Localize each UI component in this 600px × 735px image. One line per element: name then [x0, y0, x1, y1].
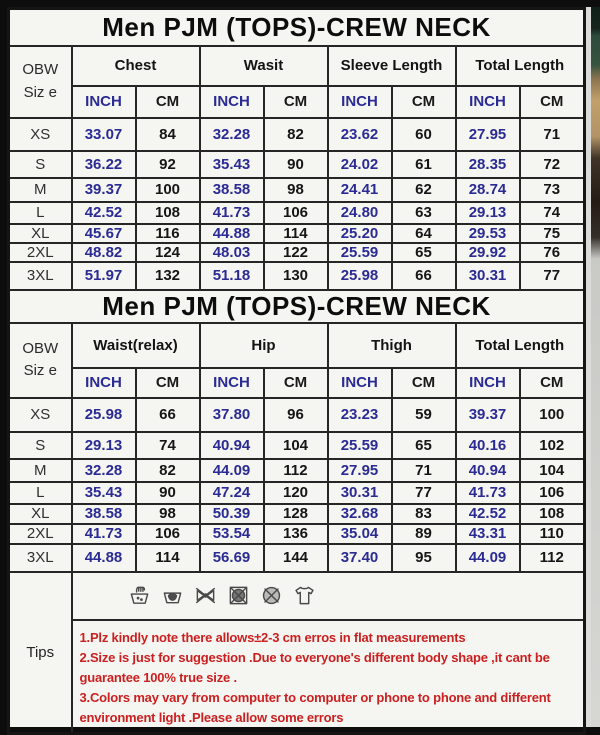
inch-value: 23.62 — [328, 118, 392, 151]
cm-value: 106 — [264, 202, 328, 224]
tip-line: 1.Plz kindly note there allows±2-3 cm erros in flat measurements — [79, 629, 466, 645]
inch-value: 24.80 — [328, 202, 392, 224]
cm-value: 71 — [392, 459, 456, 482]
inch-value: 27.95 — [328, 459, 392, 482]
size-label: S — [9, 151, 72, 178]
do-not-wring-icon — [194, 584, 217, 607]
size-label: 3XL — [9, 544, 72, 572]
inch-value: 44.88 — [72, 544, 136, 572]
inch-value: 25.59 — [328, 243, 392, 262]
cm-value: 106 — [520, 482, 585, 504]
inch-value: 42.52 — [456, 504, 520, 524]
cm-value: 132 — [136, 262, 200, 290]
inch-value: 33.07 — [72, 118, 136, 151]
inch-value: 47.24 — [200, 482, 264, 504]
cm-value: 144 — [264, 544, 328, 572]
unit-header-cm: CM — [264, 368, 328, 398]
cm-value: 89 — [392, 524, 456, 544]
photo-background-strip — [591, 7, 600, 727]
inch-value: 37.40 — [328, 544, 392, 572]
hand-wash-icon — [128, 584, 151, 607]
size-label: M — [9, 178, 72, 202]
inch-value: 44.88 — [200, 224, 264, 243]
inch-value: 30.31 — [456, 262, 520, 290]
column-group-waist-relax: Waist(relax) — [72, 323, 200, 368]
inch-value: 51.97 — [72, 262, 136, 290]
cm-value: 66 — [392, 262, 456, 290]
inch-value: 30.31 — [328, 482, 392, 504]
table-row — [9, 459, 585, 482]
cm-value: 71 — [520, 118, 585, 151]
cm-value: 108 — [520, 504, 585, 524]
cm-value: 102 — [520, 432, 585, 459]
table-row — [9, 202, 585, 224]
inch-value: 40.94 — [456, 459, 520, 482]
do-not-dry-clean-icon — [260, 584, 283, 607]
column-group-sleeve-length: Sleeve Length — [328, 46, 456, 86]
cm-value: 104 — [520, 459, 585, 482]
unit-header-inch: INCH — [456, 86, 520, 118]
size-label: XS — [9, 118, 72, 151]
cm-value: 82 — [136, 459, 200, 482]
cm-value: 120 — [264, 482, 328, 504]
cm-value: 114 — [264, 224, 328, 243]
unit-header-cm: CM — [136, 86, 200, 118]
cm-value: 61 — [392, 151, 456, 178]
size-label: XL — [9, 504, 72, 524]
column-group-wasit: Wasit — [200, 46, 328, 86]
size-header-line1: OBW — [22, 339, 59, 357]
cm-value: 62 — [392, 178, 456, 202]
cm-value: 106 — [136, 524, 200, 544]
cm-value: 96 — [264, 398, 328, 432]
unit-header-inch: INCH — [328, 86, 392, 118]
inch-value: 38.58 — [72, 504, 136, 524]
inch-value: 43.31 — [456, 524, 520, 544]
unit-header-inch: INCH — [72, 368, 136, 398]
unit-header-inch: INCH — [200, 368, 264, 398]
table-row — [9, 178, 585, 202]
cm-value: 112 — [264, 459, 328, 482]
inch-value: 25.98 — [328, 262, 392, 290]
inch-value: 29.92 — [456, 243, 520, 262]
size-label: 2XL — [9, 243, 72, 262]
cm-value: 60 — [392, 118, 456, 151]
inch-value: 44.09 — [200, 459, 264, 482]
cm-value: 73 — [520, 178, 585, 202]
inch-value: 25.98 — [72, 398, 136, 432]
inch-value: 32.68 — [328, 504, 392, 524]
inch-value: 48.03 — [200, 243, 264, 262]
inch-value: 44.09 — [456, 544, 520, 572]
inch-value: 36.22 — [72, 151, 136, 178]
inch-value: 37.80 — [200, 398, 264, 432]
size-label: L — [9, 482, 72, 504]
cm-value: 84 — [136, 118, 200, 151]
size-label: XS — [9, 398, 72, 432]
cm-value: 114 — [136, 544, 200, 572]
cm-value: 95 — [392, 544, 456, 572]
table2-header — [9, 290, 585, 398]
table2-body — [9, 398, 585, 572]
column-group-hip: Hip — [200, 323, 328, 368]
size-label: 2XL — [9, 524, 72, 544]
size-chart-table — [7, 7, 586, 735]
size-label: L — [9, 202, 72, 224]
cm-value: 59 — [392, 398, 456, 432]
inch-value: 41.73 — [200, 202, 264, 224]
cm-value: 82 — [264, 118, 328, 151]
inch-value: 35.43 — [200, 151, 264, 178]
cm-value: 74 — [136, 432, 200, 459]
cm-value: 90 — [264, 151, 328, 178]
cm-value: 65 — [392, 432, 456, 459]
table-row — [9, 482, 585, 504]
table-row — [9, 262, 585, 290]
cm-value: 112 — [520, 544, 585, 572]
inch-value: 28.74 — [456, 178, 520, 202]
cm-value: 77 — [392, 482, 456, 504]
inch-value: 40.94 — [200, 432, 264, 459]
table-row — [9, 504, 585, 524]
cm-value: 72 — [520, 151, 585, 178]
cm-value: 122 — [264, 243, 328, 262]
cm-value: 83 — [392, 504, 456, 524]
inch-value: 41.73 — [72, 524, 136, 544]
tip-line: 3.Colors may vary from computer to computer or phone to phone and different environment light .Please allow some errors — [79, 689, 551, 726]
inch-value: 29.53 — [456, 224, 520, 243]
inch-value: 39.37 — [72, 178, 136, 202]
cm-value: 124 — [136, 243, 200, 262]
inch-value: 39.37 — [456, 398, 520, 432]
inch-value: 45.67 — [72, 224, 136, 243]
size-header-line1: OBW — [22, 61, 59, 78]
cm-value: 100 — [520, 398, 585, 432]
inch-value: 56.69 — [200, 544, 264, 572]
size-chart-sheet — [7, 7, 585, 727]
inch-value: 32.28 — [200, 118, 264, 151]
cm-value: 128 — [264, 504, 328, 524]
inch-value: 53.54 — [200, 524, 264, 544]
table1-header — [9, 9, 585, 118]
inch-value: 35.43 — [72, 482, 136, 504]
cm-value: 76 — [520, 243, 585, 262]
table1-title: Men PJM (TOPS)-CREW NECK — [9, 9, 585, 46]
cm-value: 116 — [136, 224, 200, 243]
do-not-tumble-dry-icon — [227, 584, 250, 607]
inch-value: 48.82 — [72, 243, 136, 262]
inch-value: 24.02 — [328, 151, 392, 178]
table2-size-column-header — [9, 323, 72, 398]
size-header-line2: Siz e — [23, 83, 57, 101]
inch-value: 32.28 — [72, 459, 136, 482]
cm-value: 136 — [264, 524, 328, 544]
unit-header-cm: CM — [392, 368, 456, 398]
table-row — [9, 118, 585, 151]
care-icons-row — [72, 572, 585, 620]
table-row — [9, 398, 585, 432]
table-row — [9, 243, 585, 262]
column-group-chest: Chest — [72, 46, 200, 86]
cm-value: 98 — [264, 178, 328, 202]
table-row — [9, 524, 585, 544]
size-label: XL — [9, 224, 72, 243]
inch-value: 25.20 — [328, 224, 392, 243]
unit-header-cm: CM — [520, 368, 585, 398]
cm-value: 74 — [520, 202, 585, 224]
table-row — [9, 224, 585, 243]
unit-header-cm: CM — [264, 86, 328, 118]
table1-body — [9, 118, 585, 290]
table-row — [9, 151, 585, 178]
inch-value: 23.23 — [328, 398, 392, 432]
inch-value: 28.35 — [456, 151, 520, 178]
tips-label: Tips — [9, 572, 72, 734]
inch-value: 29.13 — [72, 432, 136, 459]
inch-value: 24.41 — [328, 178, 392, 202]
size-label: M — [9, 459, 72, 482]
cm-value: 75 — [520, 224, 585, 243]
cm-value: 90 — [136, 482, 200, 504]
cm-value: 100 — [136, 178, 200, 202]
unit-header-cm: CM — [136, 368, 200, 398]
machine-wash-icon — [161, 584, 184, 607]
unit-header-cm: CM — [520, 86, 585, 118]
cm-value: 130 — [264, 262, 328, 290]
unit-header-inch: INCH — [72, 86, 136, 118]
cm-value: 110 — [520, 524, 585, 544]
tshirt-icon — [293, 584, 316, 607]
inch-value: 25.59 — [328, 432, 392, 459]
size-header-line2: Siz e — [23, 362, 57, 379]
column-group-thigh: Thigh — [328, 323, 456, 368]
inch-value: 42.52 — [72, 202, 136, 224]
cm-value: 108 — [136, 202, 200, 224]
inch-value: 41.73 — [456, 482, 520, 504]
cm-value: 65 — [392, 243, 456, 262]
inch-value: 29.13 — [456, 202, 520, 224]
cm-value: 63 — [392, 202, 456, 224]
unit-header-inch: INCH — [456, 368, 520, 398]
cm-value: 64 — [392, 224, 456, 243]
inch-value: 50.39 — [200, 504, 264, 524]
cm-value: 98 — [136, 504, 200, 524]
size-label: S — [9, 432, 72, 459]
inch-value: 35.04 — [328, 524, 392, 544]
cm-value: 92 — [136, 151, 200, 178]
table-row — [9, 544, 585, 572]
cm-value: 66 — [136, 398, 200, 432]
unit-header-cm: CM — [392, 86, 456, 118]
table-row — [9, 432, 585, 459]
table2-title: Men PJM (TOPS)-CREW NECK — [9, 290, 585, 323]
inch-value: 27.95 — [456, 118, 520, 151]
unit-header-inch: INCH — [200, 86, 264, 118]
tips-text-block — [72, 620, 585, 734]
cm-value: 104 — [264, 432, 328, 459]
tip-line: 2.Size is just for suggestion .Due to everyone's different body shape ,it cant be guarantee 100% true size . — [79, 649, 550, 685]
table1-size-column-header — [9, 46, 72, 118]
column-group-total-length: Total Length — [456, 323, 585, 368]
unit-header-inch: INCH — [328, 368, 392, 398]
inch-value: 38.58 — [200, 178, 264, 202]
footer-section — [9, 572, 585, 734]
cm-value: 77 — [520, 262, 585, 290]
size-label: 3XL — [9, 262, 72, 290]
column-group-total-length: Total Length — [456, 46, 585, 86]
inch-value: 40.16 — [456, 432, 520, 459]
inch-value: 51.18 — [200, 262, 264, 290]
